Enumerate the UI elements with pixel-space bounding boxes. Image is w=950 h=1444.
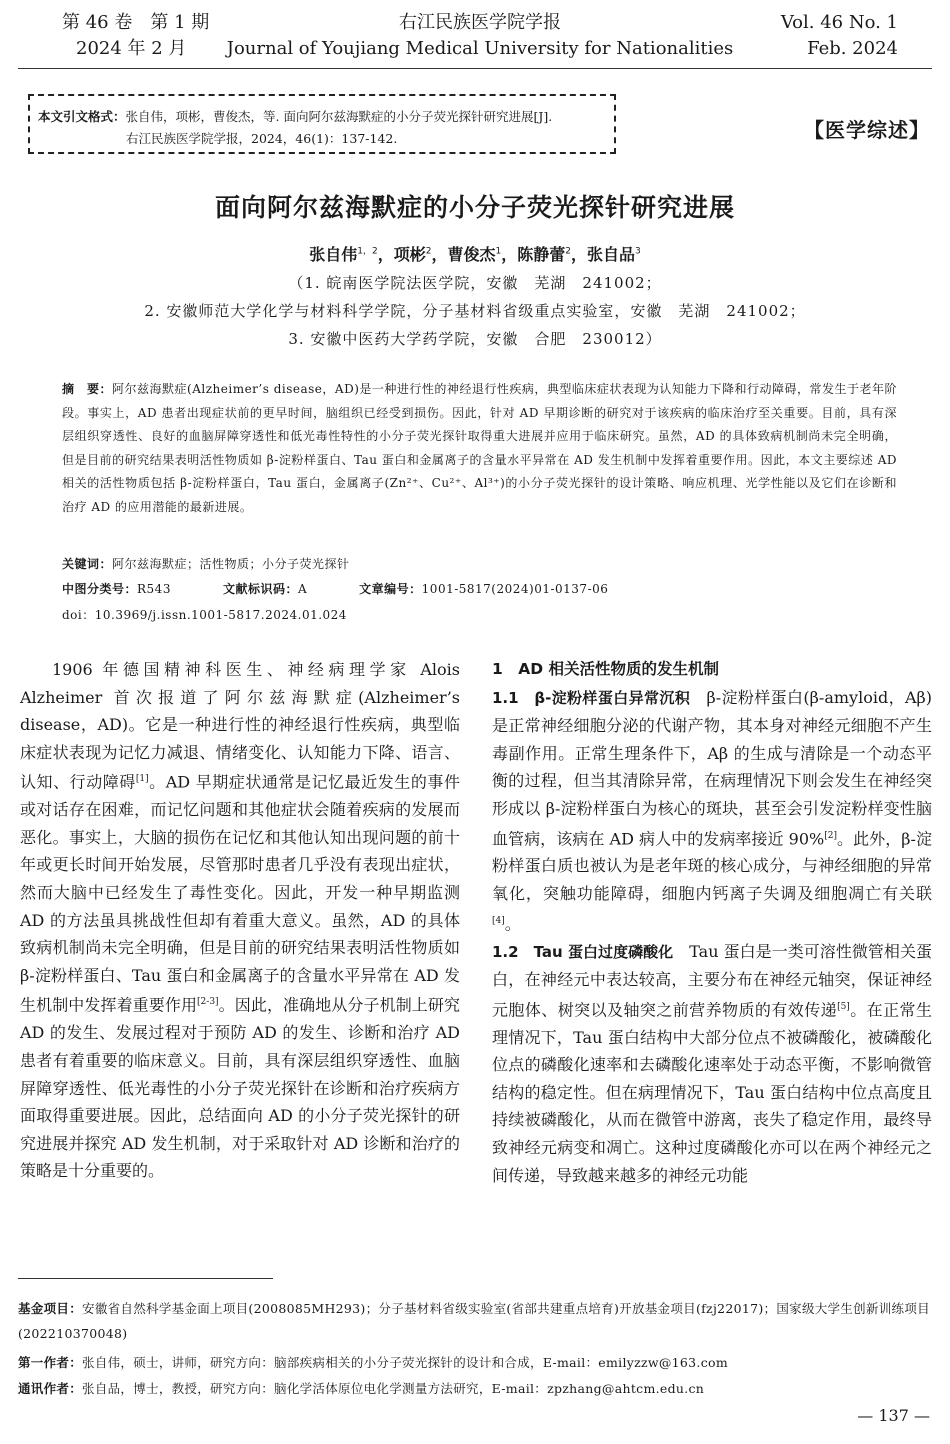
abstract-label: 摘 要： <box>62 382 113 396</box>
citation-ref: [5] <box>837 1001 850 1012</box>
right-column <box>492 656 932 1189</box>
section-1-1-text-b: 。此外，β-淀粉样蛋白质也被认为是老年斑的核心成分，与神经细胞的异常氧化，突触功能障碍，细胞内钙离子失调及细胞凋亡有关联 <box>492 828 932 904</box>
author-sup: 2 <box>425 246 432 257</box>
citation-ref: [4] <box>492 915 505 926</box>
header-volume: 第 46 卷 第 1 期 <box>62 12 210 33</box>
footnote-fund <box>18 1296 933 1346</box>
header-date-cn: 2024 年 2 月 <box>76 38 187 59</box>
section-1-2 <box>492 938 932 1190</box>
intro-text-b: 。AD 早期症状通常是记忆最近发生的事件或对话存在困难，而记忆问题和其他症状会随着疾病的发展而恶化。事实上，大脑的损伤在记忆和其他认知出现问题的前十年或更长时间开始发展，尽管那时患者几乎没有表现出症状，然而大脑中已经发生了毒性变化。因此，开发一种早期监测 AD 的方法虽具挑战性但却有着重大意义。虽然，AD 的具体致病机制尚未完全明确，但是目前的研究结果表明活性物质如 β-淀粉样蛋白、Tau 蛋白和金属离子的含量水平异常在 AD 发生机制中发挥着重要作用 <box>20 772 460 1015</box>
header-journal-en: Journal of Youjiang Medical University for Nationalities <box>226 38 734 59</box>
citation-line2: 右江民族医学院学报，2024，46(1)：137-142. <box>126 131 398 146</box>
first-author-label: 第一作者： <box>18 1355 83 1370</box>
author-sep: ， <box>501 245 518 264</box>
citation-box <box>28 94 616 154</box>
citation-label: 本文引文格式： <box>38 109 126 124</box>
affiliation-1: （1. 皖南医学院法医学院，安徽 芜湖 241002； <box>288 274 662 292</box>
header-volume-en: Vol. 46 No. 1 <box>780 12 898 33</box>
fund-label: 基金项目： <box>18 1301 83 1316</box>
author-name: 张自伟 <box>309 245 358 264</box>
header-date-en: Feb. 2024 <box>807 38 898 59</box>
article-no-value: 1001-5817(2024)01-0137-06 <box>421 582 609 596</box>
keywords-label: 关键词： <box>62 557 113 571</box>
author-name: 陈静蕾 <box>517 245 566 264</box>
section-1-1-text-a: β-淀粉样蛋白(β-amyloid，Aβ)是正常神经细胞分泌的代谢产物，其本身对神经元细胞不产生毒副作用。正常生理条件下，Aβ 的生成与清除是一个动态平衡的过程，但当其清除异常，在病理情况下则会发生在神经突形成以 β-淀粉样蛋白为核心的斑块，甚至会引发淀粉样变性脑血管病，该病在 AD 病人中的发病率接近 90% <box>492 687 932 848</box>
header-journal-cn: 右江民族医学院学报 <box>399 12 561 33</box>
author-sep: ， <box>377 245 394 264</box>
intro-text-a: 1906 年德国精神科医生、神经病理学家 Alois Alzheimer 首次报道了阿尔兹海默症(Alzheimer’s disease，AD)。它是一种进行性的神经退行性疾病，典型临床症状表现为记忆力减退、情绪变化、认知能力下降、语言、认知、行动障碍 <box>20 660 460 792</box>
author-list <box>0 242 950 265</box>
section-1-2-text-b: 。在正常生理情况下，Tau 蛋白结构中大部分位点不被磷酸化，被磷酸化位点的磷酸化速率和去磷酸化速率处于动态平衡，不影响微管结构的稳定性。但在病理情况下，Tau 蛋白结构中位点高度且持续被磷酸化，从而在微管中游离，丧失了稳定作用，最终导致神经元病变和凋亡。这种过度磷酸化亦可以在两个神经元之间传递，导致越来越多的神经元功能 <box>492 1000 932 1185</box>
corresponding-author-label: 通讯作者： <box>18 1381 83 1396</box>
author-sup: 1，2 <box>357 246 378 257</box>
citation-ref: [2] <box>824 830 837 841</box>
section-1-2-text-a: Tau 蛋白是一类可溶性微管相关蛋白，在神经元中表达较高，主要分布在神经元轴突，保证神经元胞体、树突以及轴突之前营养物质的有效传递 <box>492 941 932 1020</box>
clc-label: 中图分类号： <box>62 582 138 596</box>
intro-text-c: 。因此，准确地从分子机制上研究 AD 的发生、发展过程对于预防 AD 的发生、诊断和治疗 AD 患者有着重要的临床意义。目前，具有深层组织穿透性、血脑屏障穿透性、低光毒性的小分子荧光探针在诊断和治疗疾病方面取得重要进展。因此，总结面向 AD 的小分子荧光探针的研究进展并探究 AD 发生机制，对于采取针对 AD 诊断和治疗的策略是十分重要的。 <box>20 995 460 1181</box>
author-sup: 2 <box>565 246 571 257</box>
header-issue-en <box>700 10 898 62</box>
header-rule <box>18 68 932 69</box>
affiliation-3: 3. 安徽中医药大学药学院，安徽 合肥 230012） <box>288 330 662 348</box>
footnote-first-author <box>18 1350 933 1375</box>
article-title: 面向阿尔兹海默症的小分子荧光探针研究进展 <box>214 193 735 222</box>
header-issue <box>62 10 242 62</box>
section-1-1-text-c: 。 <box>504 914 521 933</box>
citation-ref: [2-3] <box>197 997 219 1008</box>
classification-line <box>62 578 897 602</box>
section-heading-1: 1 AD 相关活性物质的发生机制 <box>492 660 720 678</box>
article-no-label: 文章编号： <box>359 582 422 596</box>
header-journal <box>220 10 740 62</box>
clc-value: R543 <box>137 582 171 596</box>
author-sep: ， <box>571 245 588 264</box>
author-sup: 3 <box>635 246 641 257</box>
footnote-rule <box>18 1278 273 1279</box>
doc-value: A <box>297 582 308 596</box>
abstract-text: 阿尔兹海默症(Alzheimer’s disease，AD)是一种进行性的神经退行性疾病，典型临床症状表现为认知能力下降和行动障碍，常发生于老年阶段。事实上，AD 患者出现症状前的更早时间，脑组织已经受到损伤。因此，针对 AD 早期诊断的研究对于该疾病的临床治疗至关重要。目前，具有深层组织穿透性、良好的血脑屏障穿透性和低光毒性特性的小分子荧光探针取得重大进展并应用于临床研究。虽然，AD 的具体致病机制尚未完全明确，但是目前的研究结果表明活性物质如 β-淀粉样蛋白、Tau 蛋白和金属离子的含量水平异常在 AD 发生机制中发挥着重要作用。因此，本文主要综述 AD 相关的活性物质包括 β-淀粉样蛋白，Tau 蛋白，金属离子(Zn²⁺、Cu²⁺、Al³⁺)的小分子荧光探针的设计策略、响应机理、光学性能以及它们在诊断和治疗 AD 的应用潜能的最新进展。 <box>62 382 897 514</box>
author-sep: ， <box>431 245 448 264</box>
footnote-corresponding-author <box>18 1376 933 1401</box>
abstract <box>62 378 897 519</box>
subsection-heading-1-1: 1.1 β-淀粉样蛋白异常沉积 <box>492 688 691 707</box>
author-sup: 1 <box>495 246 502 257</box>
doc-label: 文献标识码： <box>222 582 298 596</box>
affiliation-2: 2. 安徽师范大学化学与材料科学学院，分子基材料省级重点实验室，安徽 芜湖 241002； <box>144 302 806 320</box>
author-name: 项彬 <box>393 245 426 264</box>
citation-ref: [1] <box>135 774 149 785</box>
corresponding-author-text: 张自品，博士，教授，研究方向：脑化学活体原位电化学测量方法研究，E-mail：zpzhang@ahtcm.edu.cn <box>82 1381 705 1396</box>
keywords-text: 阿尔兹海默症；活性物质；小分子荧光探针 <box>112 557 350 571</box>
intro-paragraph <box>20 656 460 1185</box>
first-author-text: 张自伟，硕士，讲师，研究方向：脑部疾病相关的小分子荧光探针的设计和合成，E-mail：emilyzzw@163.com <box>82 1355 728 1370</box>
fund-text: 安徽省自然科学基金面上项目(2008085MH293)；分子基材料省级实验室(省部共建重点培育)开放基金项目(fzj22017)；国家级大学生创新训练项目(202210370048) <box>18 1301 930 1341</box>
doi: doi：10.3969/j.issn.1001-5817.2024.01.024 <box>62 608 347 622</box>
keywords <box>62 553 897 577</box>
section-1-1 <box>492 684 932 938</box>
subsection-heading-1-2: 1.2 Tau 蛋白过度磷酸化 <box>492 942 674 961</box>
author-name: 张自品 <box>587 245 636 264</box>
author-name: 曹俊杰 <box>447 245 496 264</box>
left-column <box>20 656 460 1185</box>
citation-line1: 张自伟，项彬，曹俊杰，等. 面向阿尔兹海默症的小分子荧光探针研究进展[J]. <box>125 109 553 124</box>
page-number: — 137 — <box>857 1406 930 1425</box>
column-tag: 【医学综述】 <box>804 118 930 142</box>
